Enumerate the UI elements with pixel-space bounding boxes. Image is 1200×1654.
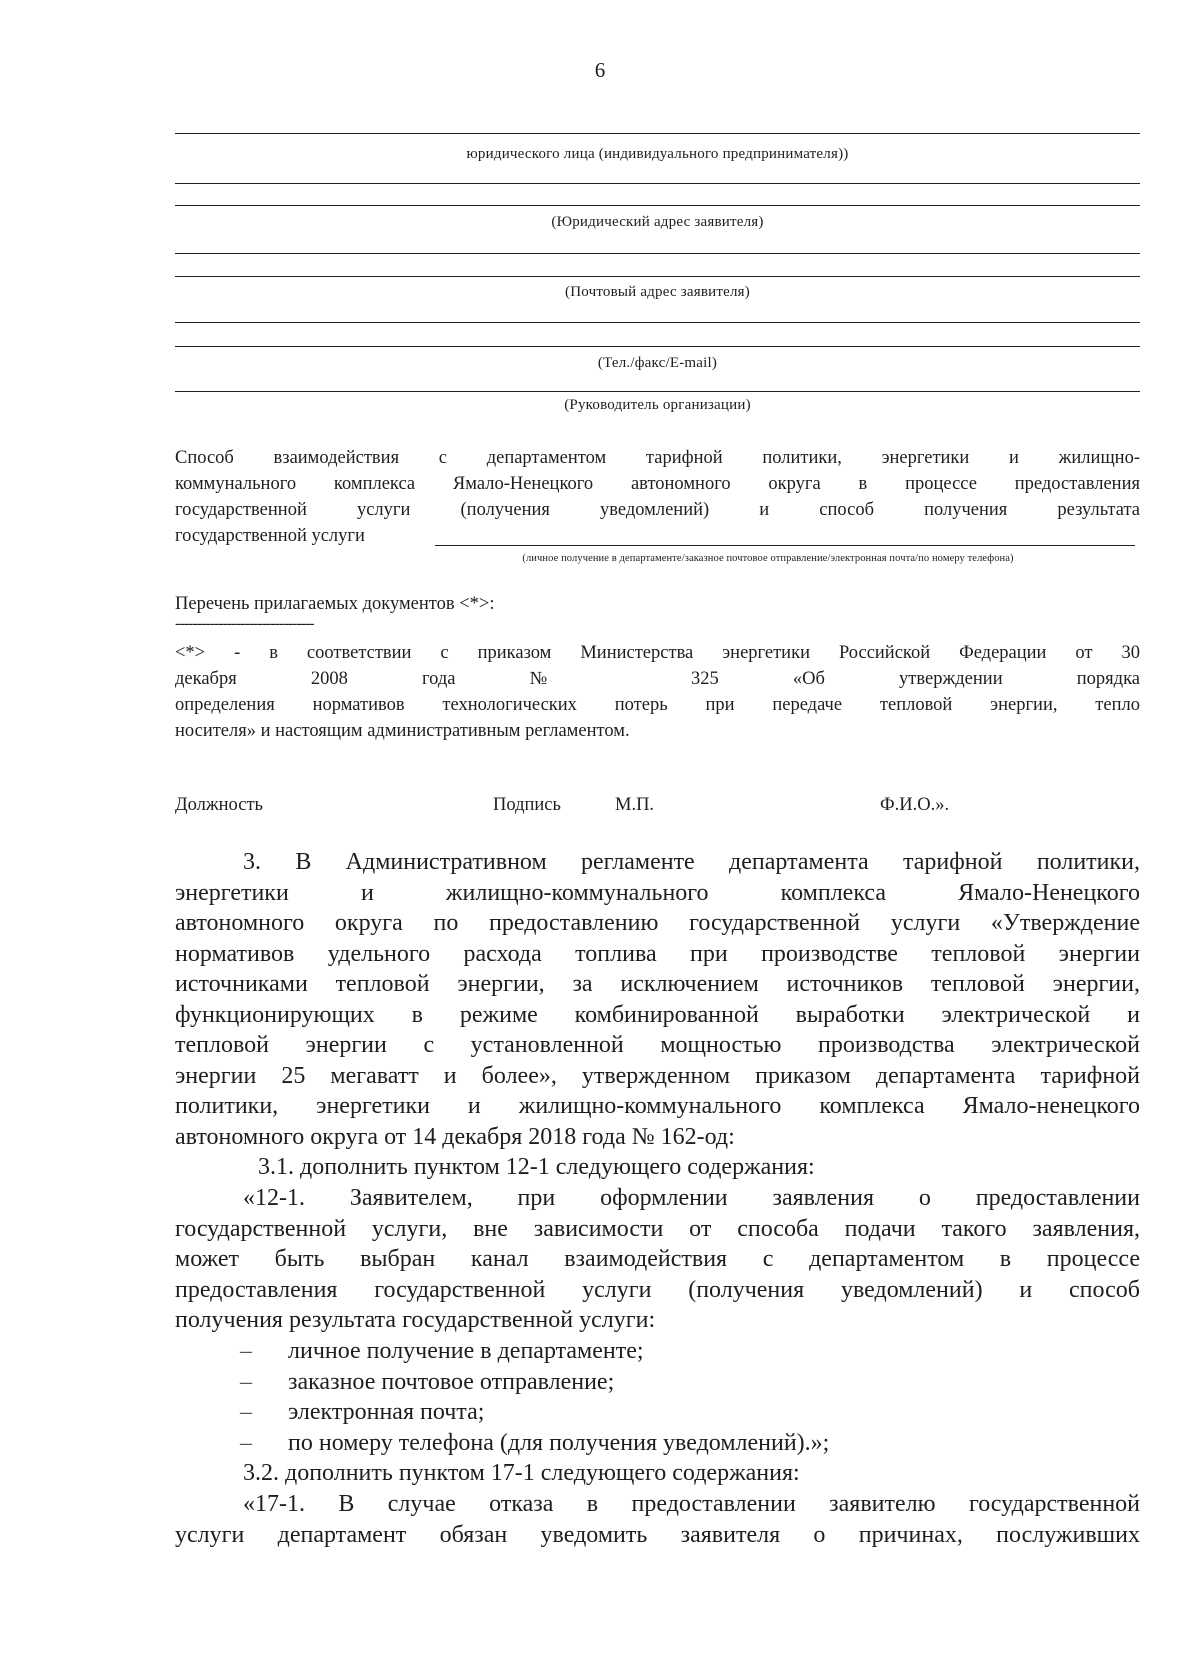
signature-sign: Подпись <box>493 795 561 815</box>
item-12-1: «12-1. Заявителем, при оформлении заявления о предоставлении государственной услуги, вне зависимости от способа подачи такого заявления, может быть выбран канал взаимодействия с департаментом в процессе предоставления государственной услуги (получения уведомлений) и способ получения результата государственной услуги: <box>175 1185 1140 1333</box>
footnote-separator: -------------------------------- <box>175 615 314 632</box>
footnote-text: <*> - в соответствии с приказом Министерства энергетики Российской Федерации от 30 декабря 2008 года № 325 «Об утверждении порядка определения нормативов технологических потерь при передаче тепловой энергии, тепло носителя» и настоящим административным регламентом. <box>175 643 1140 741</box>
interaction-hint: (личное получение в департаменте/заказное почтовое отправление/электронная почта/по номеру телефона) <box>522 553 1014 564</box>
interaction-text: Способ взаимодействия с департаментом тарифной политики, энергетики и жилищно- коммунального комплекса Ямало-Ненецкого автономного округа в процессе предоставления государственной услуги (получения уведомлений) и способ получения результата <box>175 448 1140 520</box>
list-item: – электронная почта; <box>240 1399 485 1425</box>
form-line <box>175 391 1140 392</box>
documents-title: Перечень прилагаемых документов <*>: <box>175 594 495 614</box>
signature-position: Должность <box>175 795 263 815</box>
field-caption: (Почтовый адрес заявителя) <box>565 284 750 300</box>
interaction-text-last: государственной услуги <box>175 526 365 546</box>
signature-stamp: М.П. <box>615 795 655 815</box>
form-line <box>175 253 1140 254</box>
field-caption: (Руководитель организации) <box>564 397 751 413</box>
list-item: – личное получение в департаменте; <box>240 1338 644 1364</box>
list-item: – по номеру телефона (для получения уведомлений).»; <box>240 1429 830 1456</box>
form-line <box>175 276 1140 277</box>
field-caption: юридического лица (индивидуального предпринимателя)) <box>466 146 849 162</box>
form-line <box>175 346 1140 347</box>
field-caption: (Тел./факс/E-mail) <box>597 355 718 371</box>
field-caption: (Юридический адрес заявителя) <box>551 214 764 230</box>
form-line <box>175 133 1140 134</box>
item-17-1: «17-1. В случае отказа в предоставлении заявителю государственной услуги департамент обязан уведомить заявителя о причинах, послуживших <box>175 1491 1140 1548</box>
signature-name: Ф.И.О.». <box>880 795 950 815</box>
form-line <box>175 205 1140 206</box>
list-item: – заказное почтовое отправление; <box>240 1368 615 1395</box>
channel-list <box>240 1336 829 1458</box>
form-line <box>175 183 1140 184</box>
item-3-1: 3.1. дополнить пунктом 12-1 следующего содержания: <box>258 1154 815 1180</box>
item-3-2: 3.2. дополнить пунктом 17-1 следующего содержания: <box>243 1460 800 1486</box>
page-number: 6 <box>594 58 606 82</box>
interaction-fill-line <box>435 545 1135 546</box>
paragraph-3: 3. В Административном регламенте департамента тарифной политики, энергетики и жилищно-коммунального комплекса Ямало-Ненецкого автономного округа по предоставлению государственной услуги «Утверждение нормативов удельного расхода топлива при производстве тепловой энергии источниками тепловой энергии, за исключением источников тепловой энергии, функционирующих в режиме комбинированной выработки электрической и тепловой энергии с установленной мощностью производства электрической энергии 25 мегаватт и более», утвержденном приказом департамента тарифной политики, энергетики и жилищно-коммунального комплекса Ямало-ненецкого автономного округа от 14 декабря 2018 года № 162-од: <box>175 849 1140 1150</box>
form-line <box>175 322 1140 323</box>
